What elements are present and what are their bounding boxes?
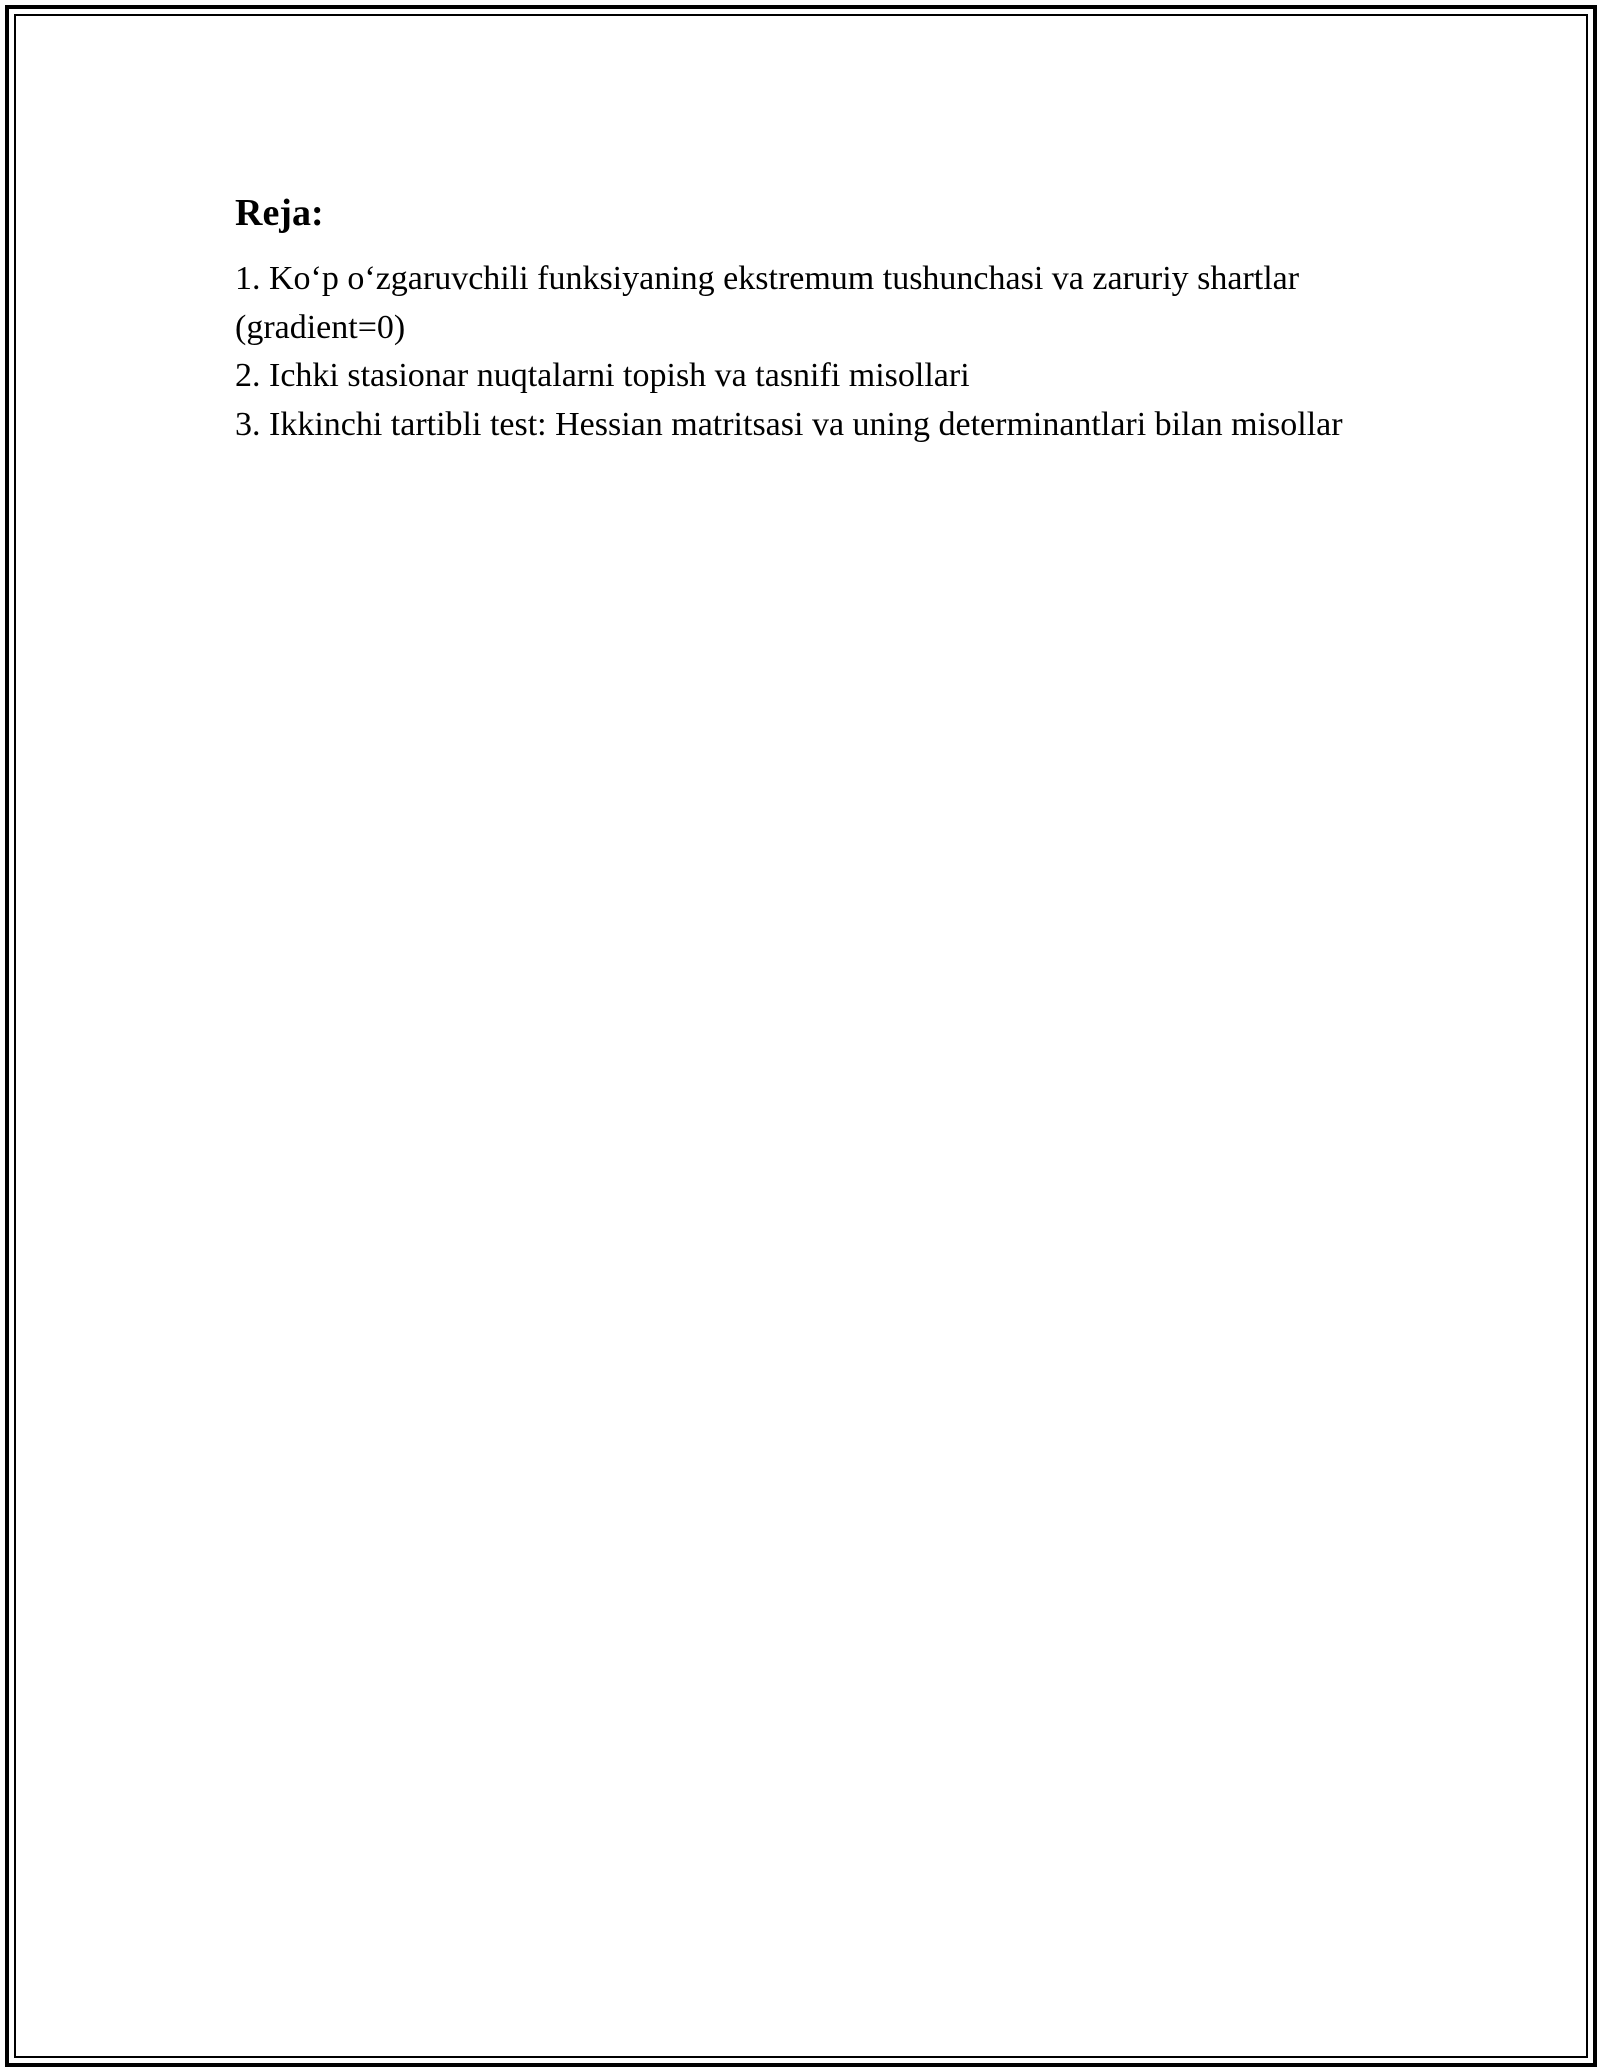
plan-heading: Reja: [235,192,324,234]
plan-item-3: 3. Ikkinchi tartibli test: Hessian matritsasi va uning determinantlari bilan misollar [235,405,1343,443]
document-body [235,185,1355,449]
plan-item-2: 2. Ichki stasionar nuqtalarni topish va tasnifi misollari [235,357,970,394]
plan-item-1: 1. Ko‘p o‘zgaruvchili funksiyaning ekstremum tushunchasi va zaruriy shartlar (gradient=0) [235,260,1300,346]
plan-list [235,255,1355,449]
